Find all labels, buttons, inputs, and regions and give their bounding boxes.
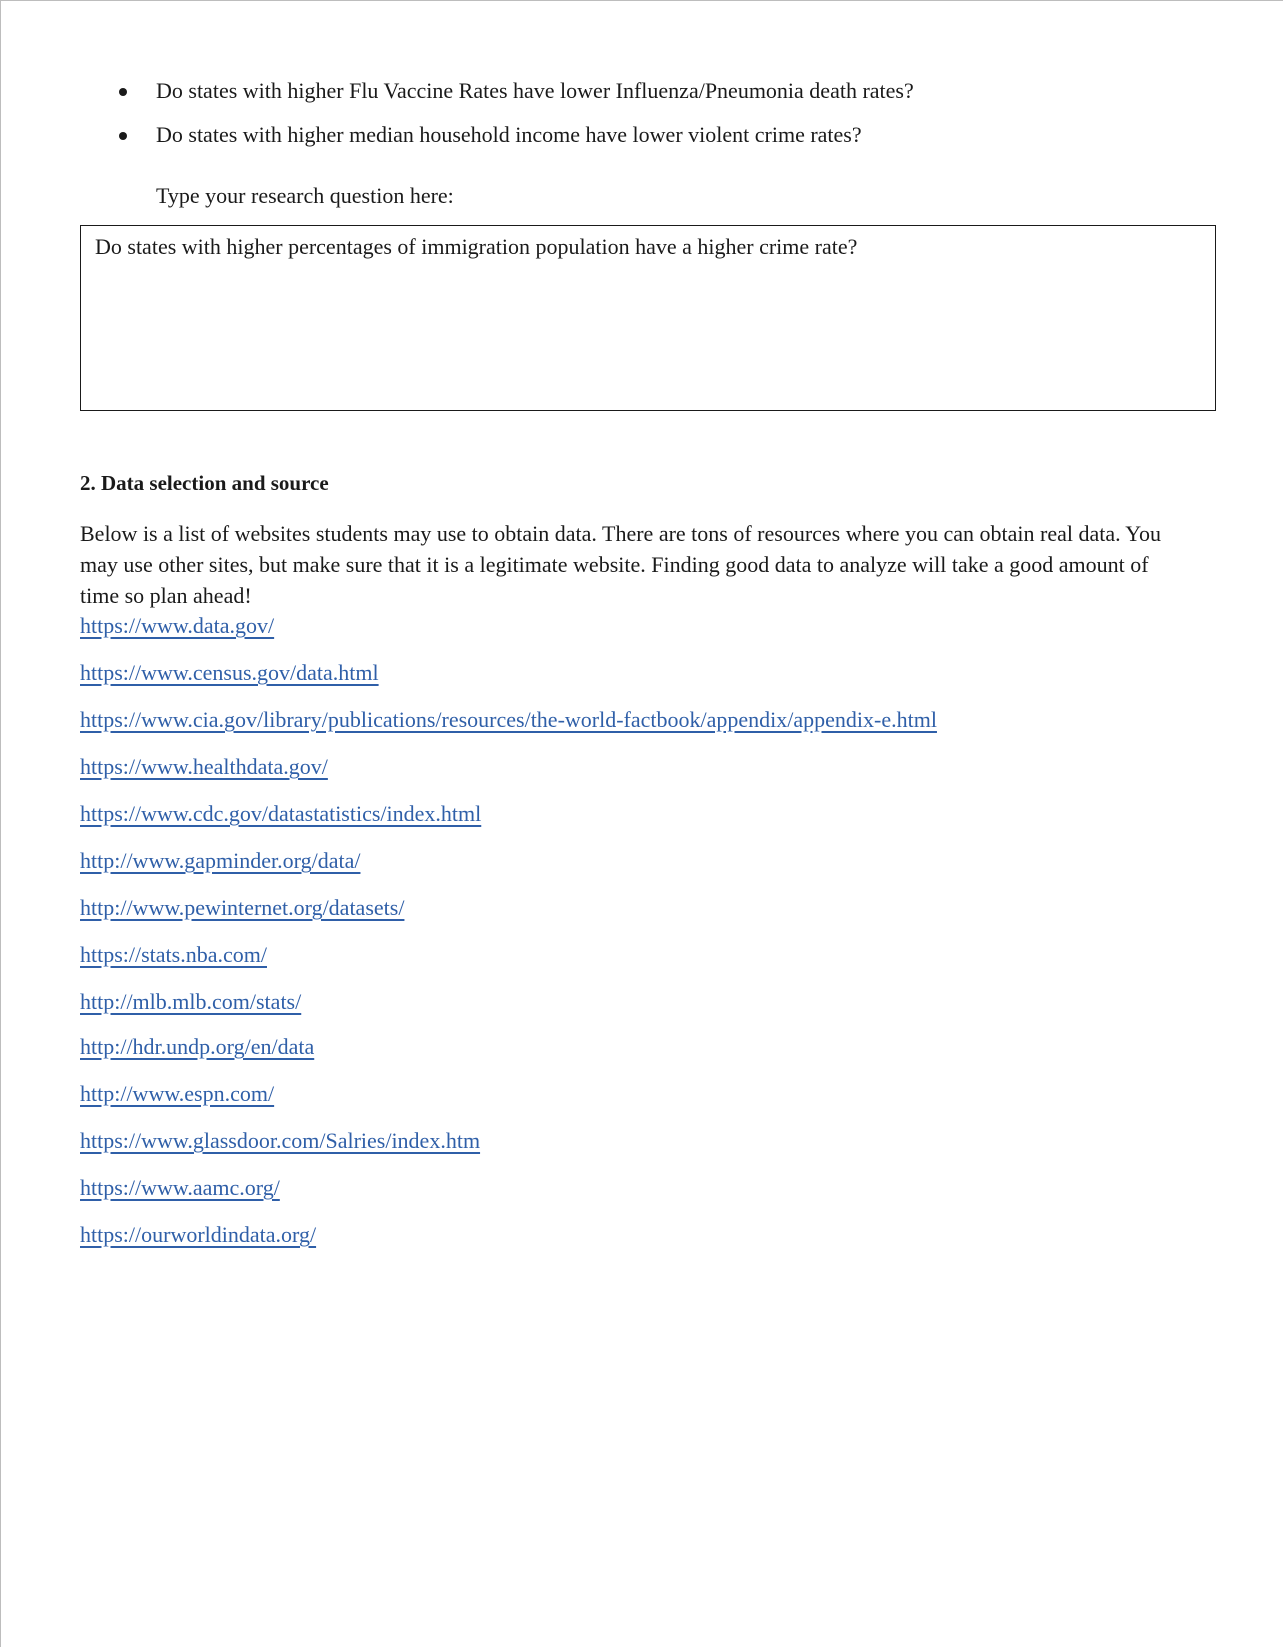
bullet-text: Do states with higher median household income have lower violent crime rates?: [156, 122, 862, 147]
section-heading-data-selection: 2. Data selection and source: [80, 471, 329, 495]
link-healthdata-gov[interactable]: https://www.healthdata.gov/: [80, 754, 328, 779]
bullet-icon: [119, 132, 127, 140]
link-nba-stats[interactable]: https://stats.nba.com/: [80, 942, 267, 967]
research-question-input[interactable]: [80, 225, 1216, 411]
link-undp-hdr[interactable]: http://hdr.undp.org/en/data: [80, 1034, 315, 1059]
link-cdc-datastatistics[interactable]: https://www.cdc.gov/datastatistics/index.html: [80, 801, 482, 826]
link-aamc[interactable]: https://www.aamc.org/: [80, 1175, 280, 1200]
link-pewinternet[interactable]: http://www.pewinternet.org/datasets/: [80, 895, 405, 920]
research-question-prompt: Type your research question here:: [156, 183, 454, 208]
link-mlb-stats[interactable]: http://mlb.mlb.com/stats/: [80, 989, 302, 1014]
link-espn[interactable]: http://www.espn.com/: [80, 1081, 275, 1106]
link-ourworldindata[interactable]: https://ourworldindata.org/: [80, 1222, 317, 1247]
link-cia-factbook[interactable]: https://www.cia.gov/library/publications/resources/the-world-factbook/appendix/appendix-e.html: [80, 707, 937, 732]
link-gapminder[interactable]: http://www.gapminder.org/data/: [80, 848, 361, 873]
section-body-text: Below is a list of websites students may use to obtain data. There are tons of resources where you can obtain real data. You may use other sites, but make sure that it is a legitimate website. Finding good data to analyze will take a good amount of time so plan ahead!: [80, 521, 1161, 608]
link-census-gov[interactable]: https://www.census.gov/data.html: [80, 660, 379, 685]
bullet-icon: [119, 88, 127, 96]
bullet-text: Do states with higher Flu Vaccine Rates have lower Influenza/Pneumonia death rates?: [156, 78, 914, 103]
link-data-gov[interactable]: https://www.data.gov/: [80, 613, 275, 638]
link-glassdoor[interactable]: https://www.glassdoor.com/Salries/index.htm: [80, 1128, 481, 1153]
research-question-text[interactable]: Do states with higher percentages of immigration population have a higher crime rate?: [95, 234, 858, 259]
